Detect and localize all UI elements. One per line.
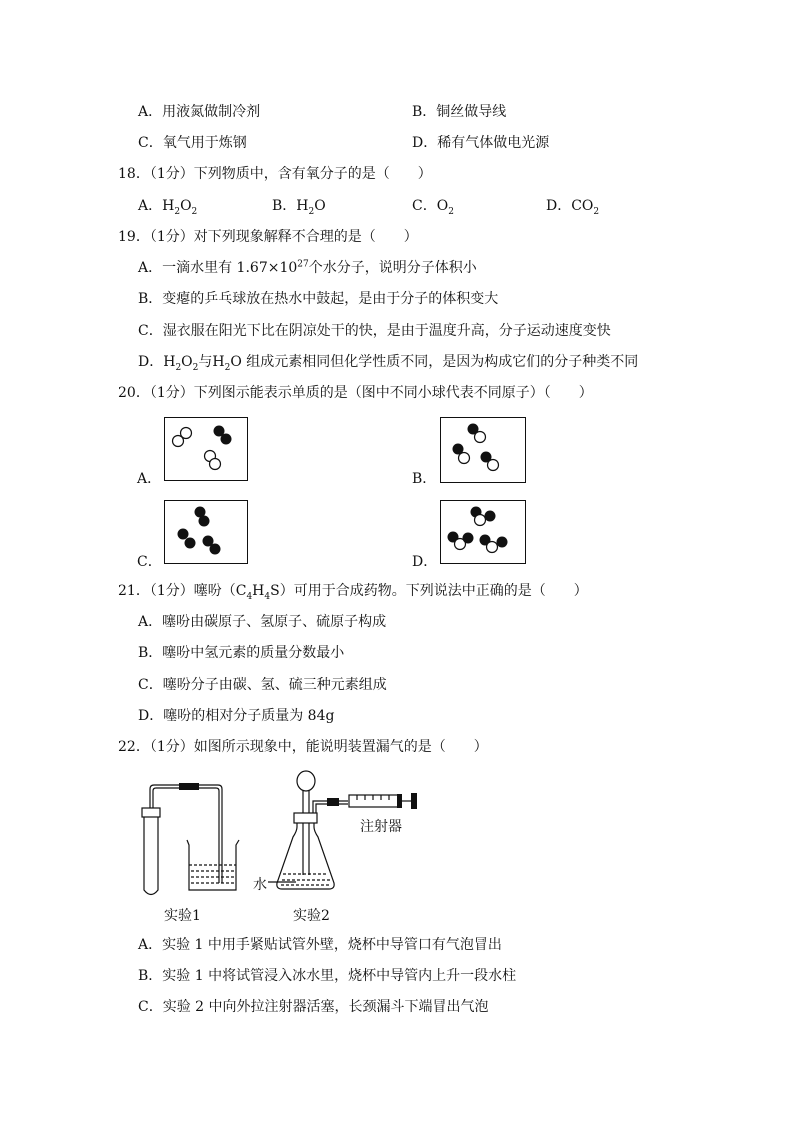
molecule-diagram-d	[441, 501, 525, 563]
q20-diagram-c	[164, 500, 248, 564]
water-label: 水	[253, 877, 267, 893]
q19-option-d: D．$H_2O_2$与$H_2O$ 组成元素相同但化学性质不同，是因为构成它们的分子种类不同	[138, 354, 639, 373]
q21-option-d: D．噻吩的相对分子质量为 84g	[138, 708, 335, 724]
q17-option-d: D．稀有气体做电光源	[412, 135, 550, 151]
molecule-diagram-b	[441, 418, 525, 482]
q20-stem: 20．（1分）下列图示能表示单质的是（图中不同小球代表不同原子）（ ）	[118, 385, 593, 401]
q20-label-d: D．	[412, 554, 438, 570]
q21-stem: 21．（1分）噻吩$(C_4H_4S)$可用于合成药物。下列说法中正确的是（ ）	[118, 583, 588, 602]
q18-stem: 18．（1分）下列物质中，含有氧分子的是（ ）	[118, 166, 432, 182]
q22-option-c: C．实验 2 中向外拉注射器活塞，长颈漏斗下端冒出气泡	[138, 999, 489, 1015]
q20-diagram-d	[440, 500, 526, 564]
q19-option-b: B．变瘪的乒乓球放在热水中鼓起，是由于分子的体积变大	[138, 291, 499, 307]
q17-option-b: B．铜丝做导线	[412, 104, 507, 120]
q22-stem: 22．（1分）如图所示现象中，能说明装置漏气的是（ ）	[118, 739, 488, 755]
molecule-diagram-c	[165, 501, 247, 563]
q20-label-c: C．	[137, 554, 162, 570]
experiment-2-label: 实验2	[293, 908, 330, 924]
q19-stem: 19．（1分）对下列现象解释不合理的是（ ）	[118, 229, 418, 245]
q19-option-a: A．一滴水里有 $1.67\times 10^{27}$个水分子，说明分子体积小	[138, 259, 477, 276]
q18-option-a: A．$H_2O_2$	[138, 198, 198, 217]
q18-option-d: D．$CO_2$	[546, 198, 600, 217]
q21-option-a: A．噻吩由碳原子、氢原子、硫原子构成	[138, 614, 387, 630]
q21-option-b: B．噻吩中氢元素的质量分数最小	[138, 645, 345, 661]
q20-diagram-a	[164, 417, 248, 481]
q20-diagram-b	[440, 417, 526, 483]
q19-option-c: C．湿衣服在阳光下比在阴凉处干的快，是由于温度升高，分子运动速度变快	[138, 323, 611, 339]
molecule-diagram-a	[165, 418, 247, 480]
q20-label-a: A．	[137, 471, 162, 487]
q17-option-a: A．用液氮做制冷剂	[138, 104, 261, 120]
syringe-label: 注射器	[360, 819, 402, 835]
q18-option-b: B．$H_2O$	[272, 198, 326, 217]
q17-option-c: C．氧气用于炼钢	[138, 135, 247, 151]
q22-option-b: B．实验 1 中将试管浸入冰水里，烧杯中导管内上升一段水柱	[138, 968, 517, 984]
q18-option-c: C．$O_2$	[412, 198, 454, 217]
q22-option-a: A．实验 1 中用手紧贴试管外壁，烧杯中导管口有气泡冒出	[138, 937, 502, 953]
q21-option-c: C．噻吩分子由碳、氢、硫三种元素组成	[138, 677, 387, 693]
q20-label-b: B．	[412, 471, 437, 487]
experiment-1-label: 实验1	[164, 908, 201, 924]
